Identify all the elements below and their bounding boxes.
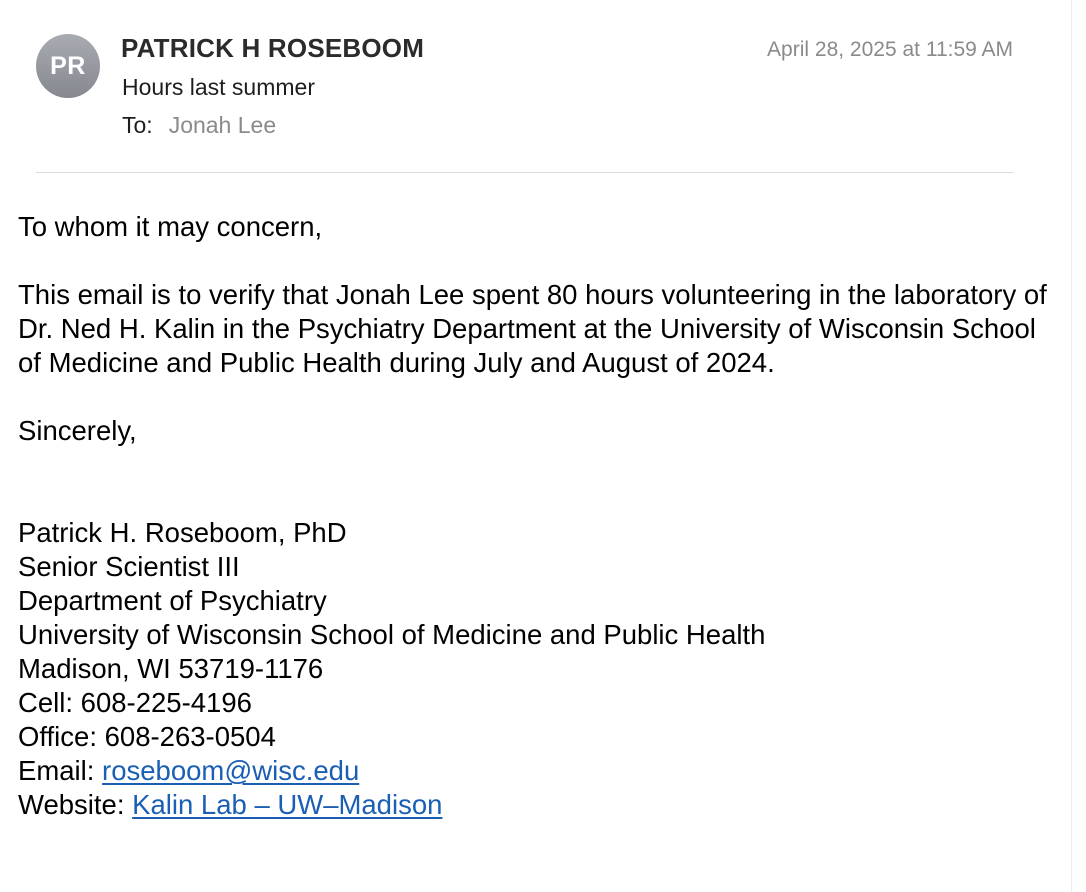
signature-institution: University of Wisconsin School of Medicine and Public Health: [18, 619, 766, 650]
spacer: [18, 448, 1048, 516]
scrollbar[interactable]: [1071, 0, 1086, 892]
website-link[interactable]: Kalin Lab – UW–Madison: [132, 789, 443, 820]
message-subject: Hours last summer: [122, 74, 315, 100]
spacer: [18, 244, 1048, 278]
signature-name: Patrick H. Roseboom, PhD: [18, 517, 347, 548]
signature-website-line: [18, 788, 1048, 822]
to-label: To:: [122, 112, 153, 138]
message-date: April 28, 2025 at 11:59 AM: [767, 38, 1013, 61]
header-divider: [36, 172, 1014, 173]
sender-name[interactable]: PATRICK H ROSEBOOM: [121, 33, 425, 63]
signature-email-line: [18, 754, 1048, 788]
email-link[interactable]: roseboom@wisc.edu: [102, 755, 360, 786]
signature-address: Madison, WI 53719-1176: [18, 653, 324, 684]
signature-cell: Cell: 608-225-4196: [18, 687, 252, 718]
email-label: Email:: [18, 755, 103, 786]
verification-paragraph: This email is to verify that Jonah Lee spent 80 hours volunteering in the laboratory of Dr. Ned H. Kalin in the Psychiatry Department at the University of Wisconsin School of Medicine and Public Health during July and August of 2024.: [18, 279, 1047, 378]
website-label: Website:: [18, 789, 133, 820]
closing: Sincerely,: [18, 415, 137, 446]
message-body: [18, 210, 1048, 822]
recipient-row: [122, 112, 276, 139]
signature-department: Department of Psychiatry: [18, 585, 327, 616]
recipient-name[interactable]: Jonah Lee: [168, 112, 277, 138]
spacer: [18, 380, 1048, 414]
signature-office: Office: 608-263-0504: [18, 721, 276, 752]
avatar-initials: PR: [50, 51, 86, 80]
message-header: [0, 0, 1086, 175]
sender-avatar[interactable]: [36, 34, 100, 98]
signature-title: Senior Scientist III: [18, 551, 240, 582]
signature-block: [18, 516, 1048, 822]
greeting: To whom it may concern,: [18, 211, 323, 242]
